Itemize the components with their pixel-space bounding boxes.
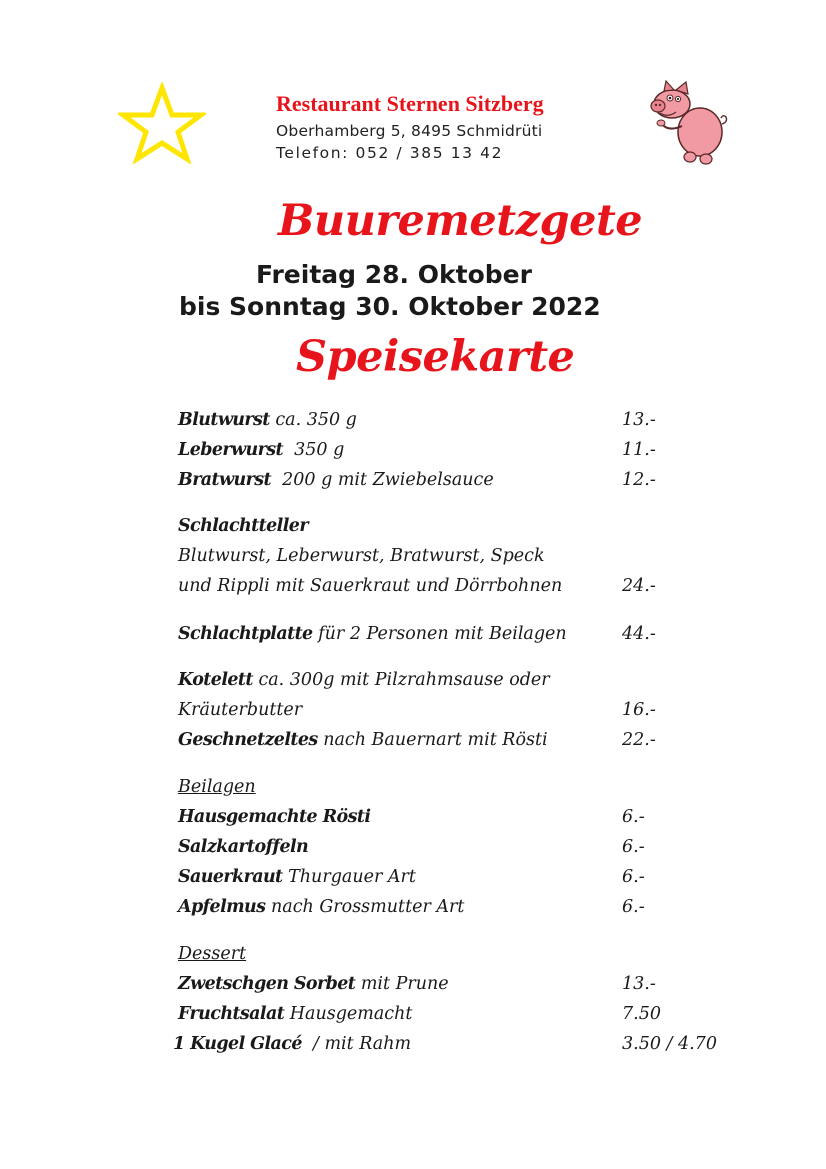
menu-item-apfelmus xyxy=(178,897,464,917)
menu-item-kotelett xyxy=(178,670,550,690)
item-desc: Thurgauer Art xyxy=(282,867,416,887)
item-desc: 200 g mit Zwiebelsauce xyxy=(270,470,494,490)
price-kotelett: 16.- xyxy=(622,700,656,720)
price-glace: 3.50 / 4.70 xyxy=(622,1034,717,1054)
menu-item-roesti xyxy=(178,807,370,827)
section-heading-beilagen: Beilagen xyxy=(178,777,256,797)
menu-title: Speisekarte xyxy=(296,332,575,382)
price-sorbet: 13.- xyxy=(622,974,656,994)
item-name: Leberwurst xyxy=(178,440,283,460)
restaurant-name: Restaurant Sternen Sitzberg xyxy=(276,91,544,116)
item-desc: nach Bauernart mit Rösti xyxy=(317,730,548,750)
item-desc: für 2 Personen mit Beilagen xyxy=(312,624,567,644)
event-date-end: bis Sonntag 30. Oktober 2022 xyxy=(179,292,601,321)
price-geschnetzeltes: 22.- xyxy=(622,730,656,750)
menu-item-glace xyxy=(173,1034,411,1054)
menu-item-blutwurst xyxy=(178,410,357,430)
price-schlachtteller: 24.- xyxy=(622,576,656,596)
price-apfelmus: 6.- xyxy=(622,897,645,917)
item-name: Geschnetzeltes xyxy=(178,730,318,750)
price-bratwurst: 12.- xyxy=(622,470,656,490)
price-fruchtsalat: 7.50 xyxy=(622,1004,661,1024)
event-date-start: Freitag 28. Oktober xyxy=(256,260,532,289)
item-desc: mit Prune xyxy=(355,974,449,994)
section-heading-dessert: Dessert xyxy=(178,944,247,964)
restaurant-address: Oberhamberg 5, 8495 Schmidrüti xyxy=(276,122,543,140)
item-name: 1 Kugel Glacé xyxy=(173,1034,302,1054)
star-logo-icon xyxy=(118,82,206,164)
price-roesti: 6.- xyxy=(622,807,645,827)
item-desc: Hausgemacht xyxy=(284,1004,413,1024)
item-name: Sauerkraut xyxy=(178,867,283,887)
schlachtteller-desc-2: und Rippli mit Sauerkraut und Dörrbohnen xyxy=(178,576,563,596)
item-name: Schlachtteller xyxy=(178,516,308,536)
price-schlachtplatte: 44.- xyxy=(622,624,656,644)
item-name: Hausgemachte Rösti xyxy=(178,807,371,827)
pig-mascot-icon xyxy=(646,80,732,166)
item-name: Blutwurst xyxy=(178,410,270,430)
item-name: Bratwurst xyxy=(178,470,271,490)
price-leberwurst: 11.- xyxy=(622,440,656,460)
menu-item-schlachtteller xyxy=(178,516,308,536)
menu-item-bratwurst xyxy=(178,470,494,490)
kotelett-desc-2: Kräuterbutter xyxy=(178,700,303,720)
event-title: Buuremetzgete xyxy=(278,196,643,246)
item-name: Fruchtsalat xyxy=(178,1004,285,1024)
menu-item-geschnetzeltes xyxy=(178,730,548,750)
item-name: Zwetschgen Sorbet xyxy=(178,974,356,994)
menu-item-sauerkraut xyxy=(178,867,416,887)
item-name: Schlachtplatte xyxy=(178,624,313,644)
item-desc: / mit Rahm xyxy=(301,1034,412,1054)
item-name: Kotelett xyxy=(178,670,253,690)
item-desc: ca. 300g mit Pilzrahmsause oder xyxy=(252,670,550,690)
item-desc: ca. 350 g xyxy=(269,410,357,430)
item-name: Salzkartoffeln xyxy=(178,837,309,857)
menu-item-schlachtplatte xyxy=(178,624,567,644)
menu-item-leberwurst xyxy=(178,440,344,460)
price-sauerkraut: 6.- xyxy=(622,867,645,887)
item-desc: 350 g xyxy=(282,440,345,460)
schlachtteller-desc-1: Blutwurst, Leberwurst, Bratwurst, Speck xyxy=(178,546,545,566)
menu-item-sorbet xyxy=(178,974,449,994)
item-desc: nach Grossmutter Art xyxy=(265,897,465,917)
price-salzkartoffeln: 6.- xyxy=(622,837,645,857)
menu-item-salzkartoffeln xyxy=(178,837,308,857)
menu-item-fruchtsalat xyxy=(178,1004,412,1024)
restaurant-phone: Telefon: 052 / 385 13 42 xyxy=(276,144,504,162)
item-name: Apfelmus xyxy=(178,897,266,917)
price-blutwurst: 13.- xyxy=(622,410,656,430)
